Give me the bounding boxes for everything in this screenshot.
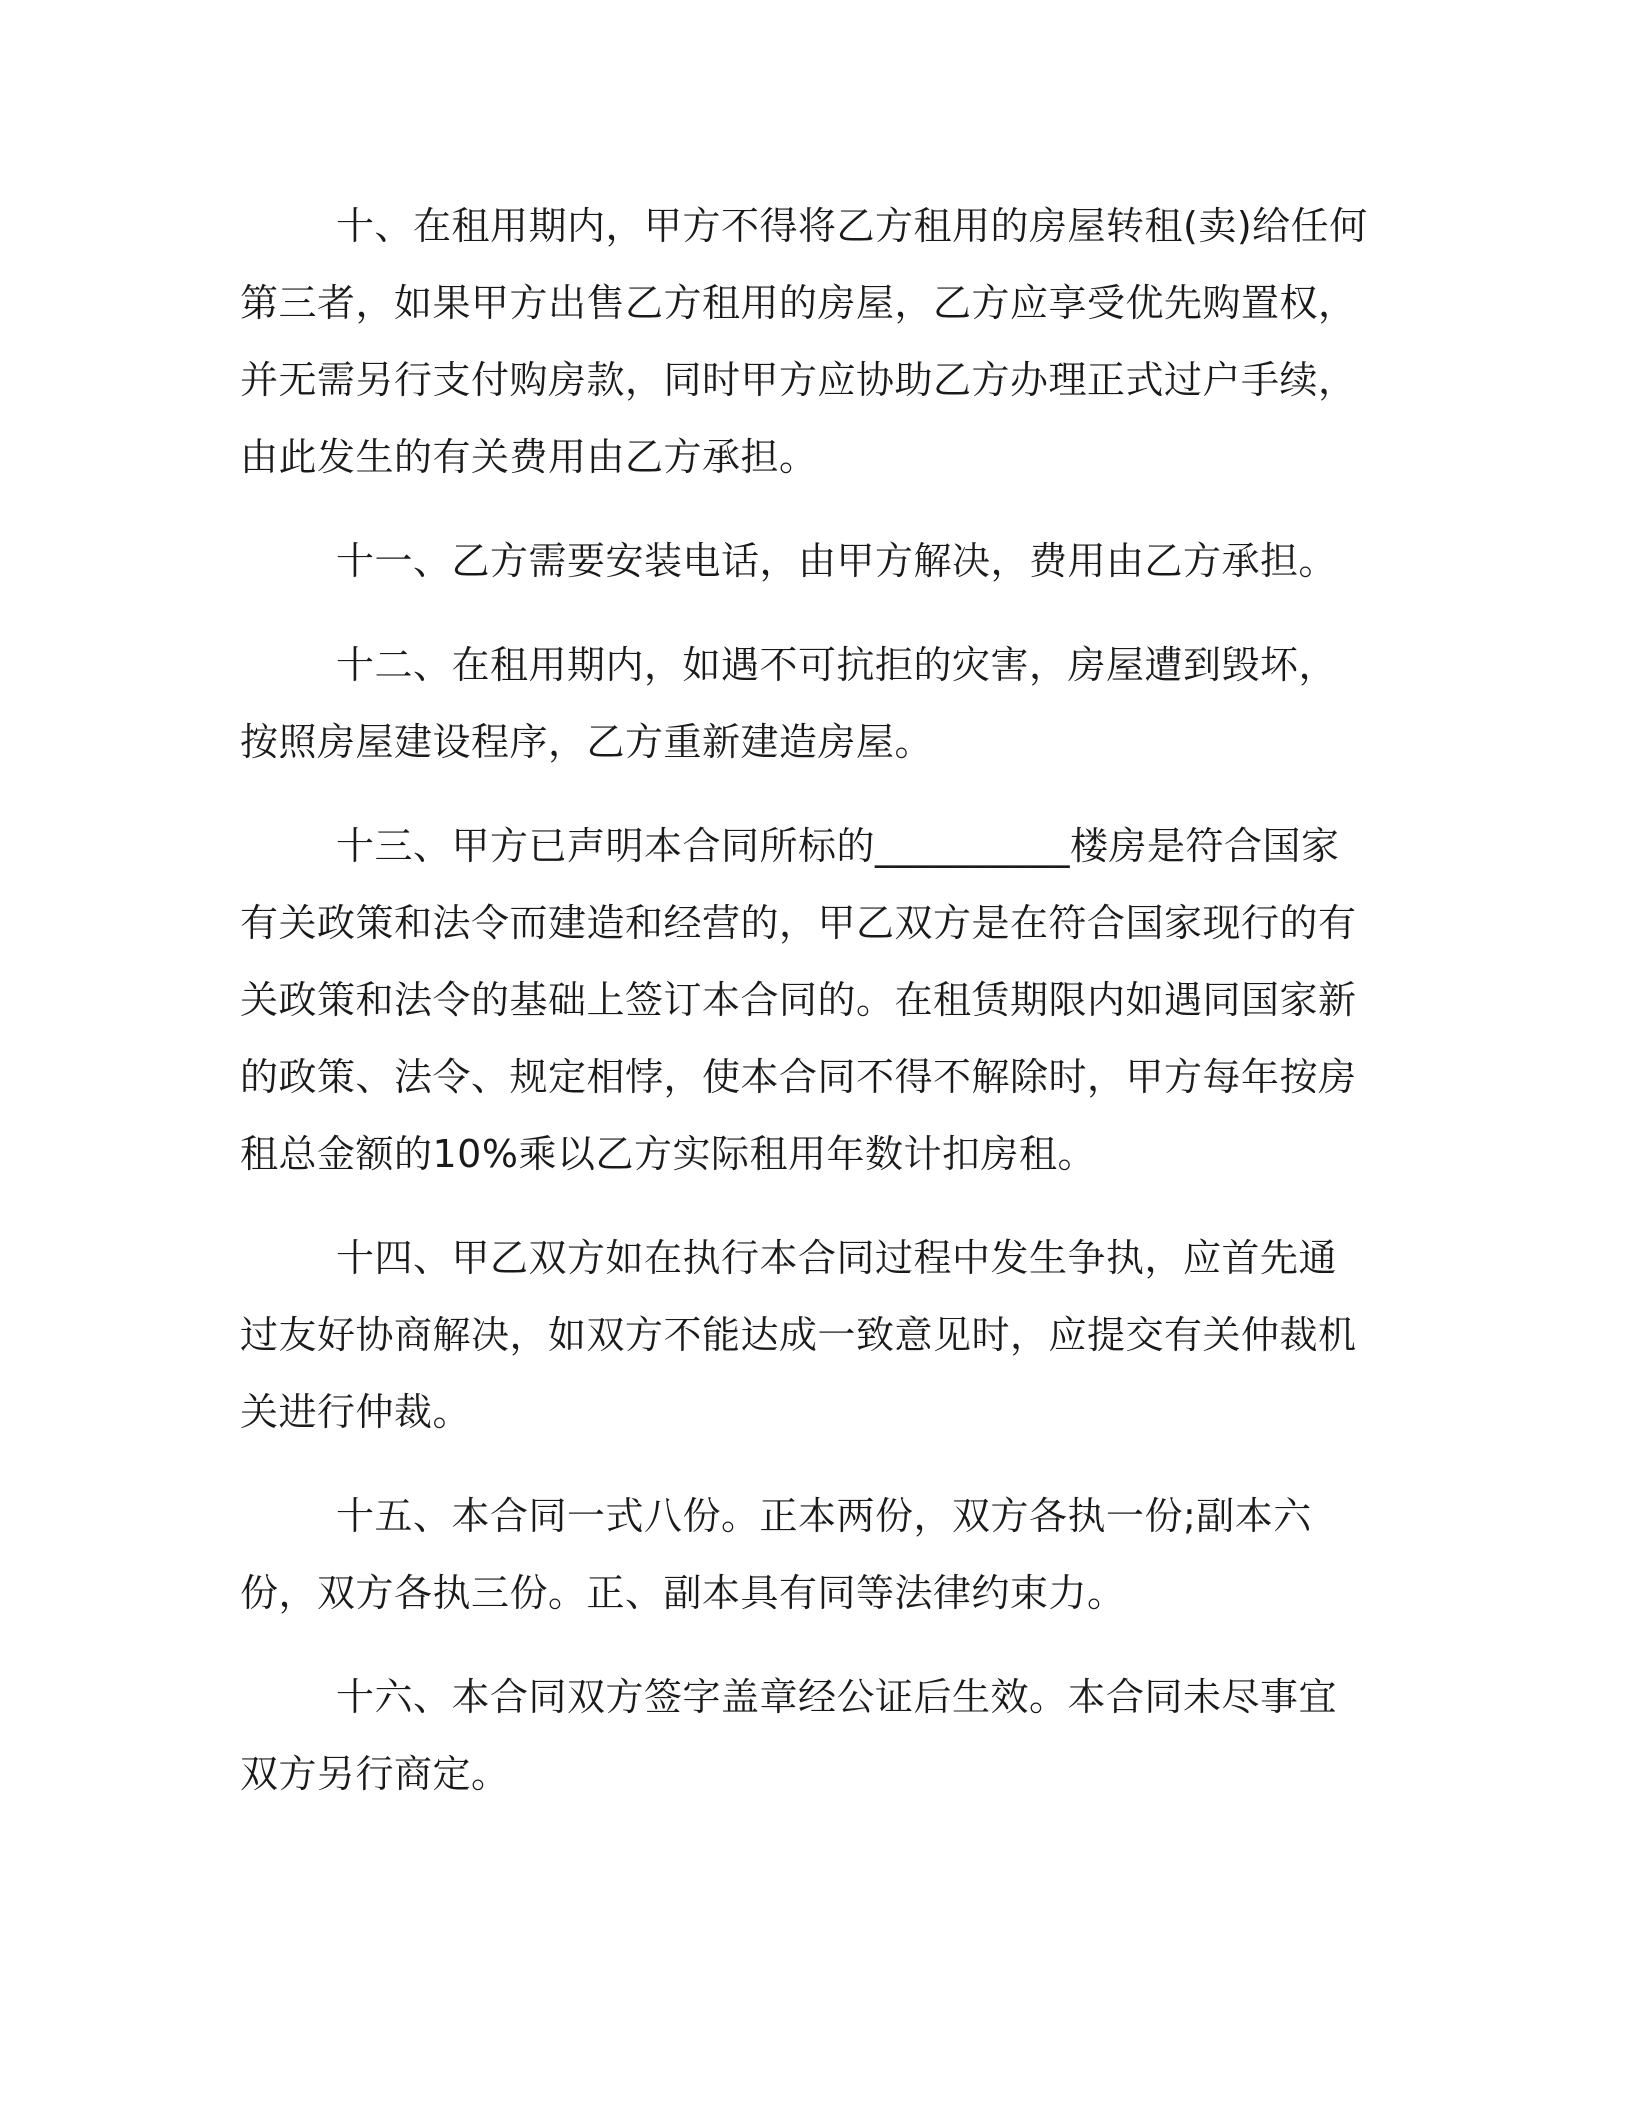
clause-15-paragraph: 十五、本合同一式八份。正本两份，双方各执一份;副本六份，双方各执三份。正、副本具有同等法律约束力。 bbox=[240, 1494, 1312, 1615]
document-body bbox=[240, 188, 1370, 1840]
clause-10-paragraph: 十、在租用期内，甲方不得将乙方租用的房屋转租(卖)给任何第三者，如果甲方出售乙方租用的房屋，乙方应享受优先购置权，并无需另行支付购房款，同时甲方应协助乙方办理正式过户手续，由此发生的有关费用由乙方承担。 bbox=[240, 204, 1368, 479]
clause-11-paragraph: 十一、乙方需要安装电话，由甲方解决，费用由乙方承担。 bbox=[336, 539, 1338, 583]
clause-13-paragraph: 十三、甲方已声明本合同所标的__________楼房是符合国家有关政策和法令而建造和经营的，甲乙双方是在符合国家现行的有关政策和法令的基础上签订本合同的。在租赁期限内如遇同国家新的政策、法令、规定相悖，使本合同不得不解除时，甲方每年按房租总金额的10%乘以乙方实际租用年数计扣房租。 bbox=[240, 824, 1357, 1176]
clause-12-paragraph: 十二、在租用期内，如遇不可抗拒的灾害，房屋遭到毁坏，按照房屋建设程序，乙方重新建造房屋。 bbox=[240, 643, 1338, 764]
clause-14-paragraph: 十四、甲乙双方如在执行本合同过程中发生争执，应首先通过友好协商解决，如双方不能达成一致意见时，应提交有关仲裁机关进行仲裁。 bbox=[240, 1236, 1357, 1434]
clause-16-paragraph: 十六、本合同双方签字盖章经公证后生效。本合同未尽事宜双方另行商定。 bbox=[240, 1675, 1338, 1796]
